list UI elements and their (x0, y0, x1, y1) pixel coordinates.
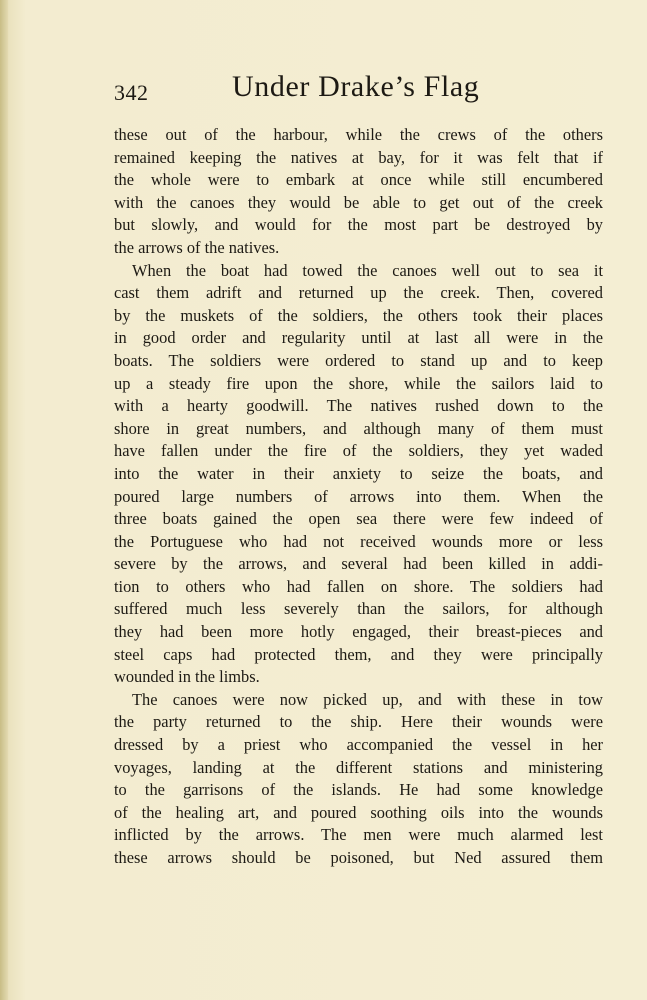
text-line: up a steady fire upon the shore, while the sailors laid to (114, 373, 603, 393)
text-line: boats. The soldiers were ordered to stand up and to keep (114, 350, 603, 370)
text-line: to the garrisons of the islands. He had some knowledge (114, 780, 603, 800)
page-spine-edge (0, 0, 8, 1000)
text-line: the Portuguese who had not received wounds more or less (114, 531, 603, 551)
text-line: poured large numbers of arrows into them. When the (114, 486, 603, 506)
paragraph-2 (114, 260, 603, 689)
text-line: wounded in the limbs. (114, 667, 260, 687)
page-header (114, 70, 604, 110)
text-line: When the boat had towed the canoes well out to sea it (132, 260, 603, 280)
paragraph-3 (114, 689, 603, 870)
text-line: into the water in their anxiety to seize the boats, and (114, 463, 603, 483)
text-line: they had been more hotly engaged, their breast-pieces and (114, 622, 603, 642)
text-line: voyages, landing at the different stations and ministering (114, 757, 603, 777)
text-line: of the healing art, and poured soothing oils into the wounds (114, 802, 603, 822)
text-line: with a hearty goodwill. The natives rushed down to the (114, 396, 603, 416)
text-line: suffered much less severely than the sailors, for although (114, 599, 603, 619)
text-line: The canoes were now picked up, and with these in tow (132, 689, 603, 709)
text-line: inflicted by the arrows. The men were much alarmed lest (114, 825, 603, 845)
text-line: tion to others who had fallen on shore. The soldiers had (114, 576, 603, 596)
text-line: remained keeping the natives at bay, for it was felt that if (114, 147, 603, 167)
text-line: severe by the arrows, and several had been killed in addi- (114, 554, 603, 574)
text-line: shore in great numbers, and although many of them must (114, 418, 603, 438)
paragraph-1 (114, 124, 603, 260)
body-text (114, 124, 603, 870)
text-line: cast them adrift and returned up the creek. Then, covered (114, 283, 603, 303)
text-line: the party returned to the ship. Here their wounds were (114, 712, 603, 732)
text-line: these out of the harbour, while the crews of the others (114, 125, 603, 144)
text-line: dressed by a priest who accompanied the vessel in her (114, 735, 603, 755)
text-line: by the muskets of the soldiers, the others took their places (114, 305, 603, 325)
text-line: in good order and regularity until at last all were in the (114, 328, 603, 348)
text-line: steel caps had protected them, and they were principally (114, 644, 603, 664)
page-number: 342 (114, 80, 149, 105)
text-line: three boats gained the open sea there were few indeed of (114, 509, 603, 529)
text-line: the arrows of the natives. (114, 237, 280, 257)
running-title: Under Drake’s Flag (232, 70, 480, 103)
text-line: the whole were to embark at once while still encumbered (114, 170, 603, 190)
text-line: with the canoes they would be able to get out of the creek (114, 192, 603, 212)
text-line: have fallen under the fire of the soldiers, they yet waded (114, 441, 603, 461)
text-line: but slowly, and would for the most part be destroyed by (114, 215, 603, 235)
text-line: these arrows should be poisoned, but Ned assured them (114, 848, 603, 867)
